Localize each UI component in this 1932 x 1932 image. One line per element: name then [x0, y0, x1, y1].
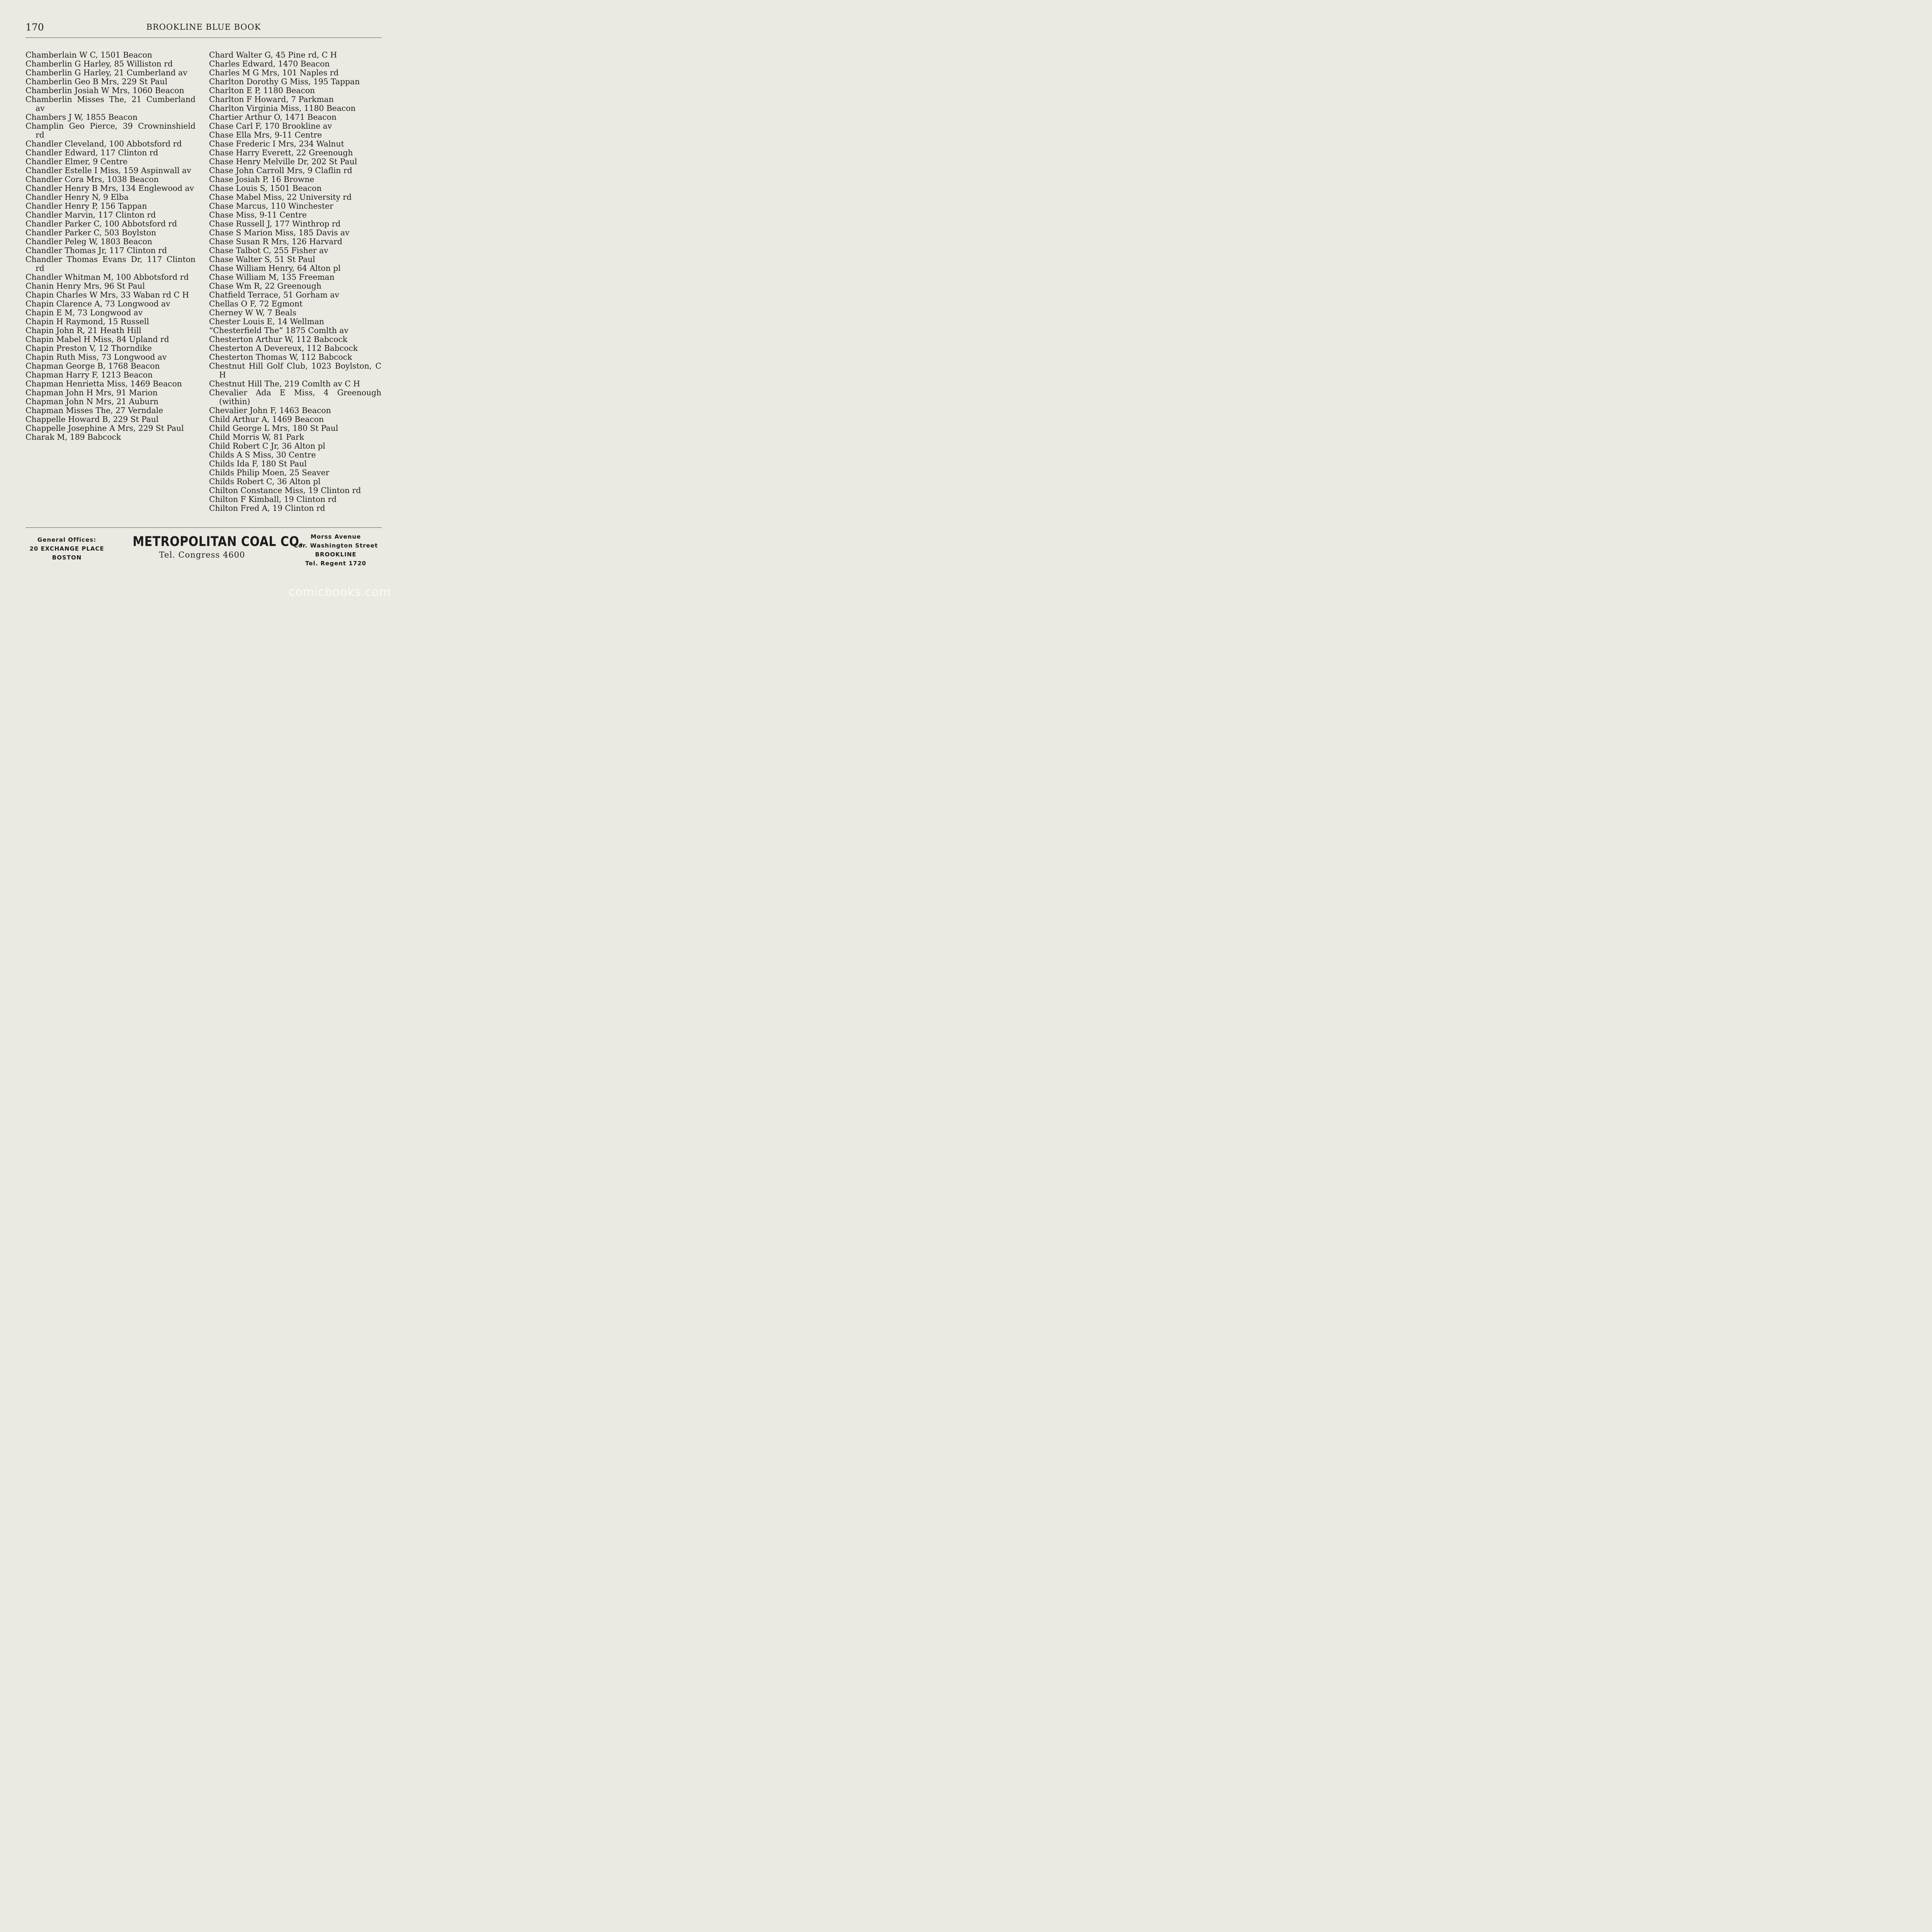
watermark: comicbooks.com	[288, 585, 391, 599]
directory-entry: Charlton E P, 1180 Beacon	[209, 86, 315, 95]
directory-column-left	[26, 51, 196, 442]
directory-entry: Chamberlin Misses The, 21 Cumberland av	[26, 95, 196, 113]
directory-entry: Chesterton A Devereux, 112 Babcock	[209, 344, 358, 353]
page-number: 170	[26, 22, 44, 33]
directory-entry: Chase John Carroll Mrs, 9 Claflin rd	[209, 166, 352, 175]
directory-entry: “Chesterfield The” 1875 Comlth av	[209, 326, 349, 335]
directory-entry: Chilton Fred A, 19 Clinton rd	[209, 503, 325, 513]
directory-entry: Chapman Henrietta Miss, 1469 Beacon	[26, 379, 182, 388]
directory-entry: Chevalier Ada E Miss, 4 Greenough (within)	[209, 388, 381, 406]
ad-left-line: General Offices:	[37, 536, 97, 543]
directory-entry: Cherney W W, 7 Beals	[209, 308, 296, 317]
directory-entry: Chambers J W, 1855 Beacon	[26, 112, 138, 122]
directory-entry: Chandler Cleveland, 100 Abbotsford rd	[26, 139, 182, 148]
directory-entry: Chamberlin Geo B Mrs, 229 St Paul	[26, 77, 168, 86]
directory-entry: Chandler Thomas Evans Dr, 117 Clinton rd	[26, 255, 196, 273]
directory-entry: Chase Josiah P, 16 Browne	[209, 175, 315, 184]
directory-entry: Chapman Harry F, 1213 Beacon	[26, 370, 153, 379]
directory-entry: Childs A S Miss, 30 Centre	[209, 450, 316, 459]
directory-entry: Chestnut Hill The, 219 Comlth av C H	[209, 379, 360, 388]
directory-entry: Chard Walter G, 45 Pine rd, C H	[209, 50, 337, 60]
directory-entry: Child Robert C Jr, 36 Alton pl	[209, 441, 325, 451]
directory-entry: Chesterton Arthur W, 112 Babcock	[209, 335, 348, 344]
ad-right-line: Cor. Washington Street	[293, 542, 378, 549]
directory-entry: Chase Carl F, 170 Brookline av	[209, 121, 332, 131]
directory-entry: Chase William M, 135 Freeman	[209, 272, 335, 282]
directory-entry: Charlton F Howard, 7 Parkman	[209, 95, 334, 104]
directory-entry: Chase Frederic I Mrs, 234 Walnut	[209, 139, 344, 148]
directory-entry: Chatfield Terrace, 51 Gorham av	[209, 290, 339, 299]
directory-entry: Chapin Charles W Mrs, 33 Waban rd C H	[26, 290, 189, 299]
directory-entry: Childs Ida F, 180 St Paul	[209, 459, 307, 468]
directory-entry: Chandler Thomas Jr, 117 Clinton rd	[26, 246, 167, 255]
directory-entry: Chapin Ruth Miss, 73 Longwood av	[26, 352, 167, 362]
directory-column-right	[209, 51, 381, 513]
directory-entry: Childs Philip Moen, 25 Seaver	[209, 468, 330, 477]
running-title: BROOKLINE BLUE BOOK	[146, 22, 261, 32]
page-header	[26, 22, 382, 33]
directory-entry: Chapman John N Mrs, 21 Auburn	[26, 397, 159, 406]
directory-entry: Chapin H Raymond, 15 Russell	[26, 317, 149, 326]
directory-entry: Chase Russell J, 177 Winthrop rd	[209, 219, 341, 228]
directory-entry: Chester Louis E, 14 Wellman	[209, 317, 324, 326]
directory-entry: Charak M, 189 Babcock	[26, 432, 121, 442]
directory-entry: Chapman Misses The, 27 Verndale	[26, 406, 163, 415]
directory-entry: Chandler Henry N, 9 Elba	[26, 192, 129, 202]
directory-entry: Chase Marcus, 110 Winchester	[209, 201, 333, 211]
directory-entry: Charles Edward, 1470 Beacon	[209, 59, 330, 68]
directory-entry: Chandler Henry B Mrs, 134 Englewood av	[26, 184, 194, 193]
directory-entry: Chandler Marvin, 117 Clinton rd	[26, 210, 156, 219]
directory-entry: Chapman John H Mrs, 91 Marion	[26, 388, 158, 397]
directory-entry: Chase Talbot C, 255 Fisher av	[209, 246, 328, 255]
ad-company-block	[121, 534, 304, 560]
directory-entry: Chamberlin G Harley, 21 Cumberland av	[26, 68, 187, 77]
ad-company-telephone: Tel. Congress 4600	[159, 550, 245, 560]
directory-entry: Chestnut Hill Golf Club, 1023 Boylston, C H	[209, 361, 381, 379]
directory-entry: Chappelle Josephine A Mrs, 229 St Paul	[26, 423, 184, 433]
directory-entry: Child Arthur A, 1469 Beacon	[209, 415, 324, 424]
ad-right-line: Morss Avenue	[310, 533, 361, 540]
directory-entry: Charlton Virginia Miss, 1180 Beacon	[209, 104, 356, 113]
directory-entry: Chase S Marion Miss, 185 Davis av	[209, 228, 350, 237]
directory-entry: Chase Mabel Miss, 22 University rd	[209, 192, 352, 202]
directory-entry: Chappelle Howard B, 229 St Paul	[26, 415, 159, 424]
advertisement	[22, 532, 381, 569]
directory-entry: Chandler Edward, 117 Clinton rd	[26, 148, 158, 157]
directory-entry: Child Morris W, 81 Park	[209, 432, 304, 442]
ad-right-line: Tel. Regent 1720	[305, 560, 366, 567]
directory-entry: Chesterton Thomas W, 112 Babcock	[209, 352, 352, 362]
directory-entry: Chapin John R, 21 Heath Hill	[26, 326, 141, 335]
directory-entry: Chandler Whitman M, 100 Abbotsford rd	[26, 272, 189, 282]
directory-entry: Chandler Estelle I Miss, 159 Aspinwall av	[26, 166, 191, 175]
directory-entry: Chilton Constance Miss, 19 Clinton rd	[209, 486, 361, 495]
directory-entry: Chandler Parker C, 503 Boylston	[26, 228, 156, 237]
directory-entry: Chase Wm R, 22 Greenough	[209, 281, 321, 291]
directory-entry: Chilton F Kimball, 19 Clinton rd	[209, 495, 337, 504]
directory-entry: Charlton Dorothy G Miss, 195 Tappan	[209, 77, 360, 86]
directory-entry: Chandler Peleg W, 1803 Beacon	[26, 237, 152, 246]
directory-entry: Chase Susan R Mrs, 126 Harvard	[209, 237, 342, 246]
directory-entry: Chartier Arthur O, 1471 Beacon	[209, 112, 337, 122]
directory-entry: Charles M G Mrs, 101 Naples rd	[209, 68, 339, 77]
ad-right-line: BROOKLINE	[315, 551, 357, 558]
directory-entry: Chapin Preston V, 12 Thorndike	[26, 344, 152, 353]
directory-entry: Chanin Henry Mrs, 96 St Paul	[26, 281, 145, 291]
directory-entry: Chamberlin G Harley, 85 Williston rd	[26, 59, 173, 68]
directory-entry: Childs Robert C, 36 Alton pl	[209, 477, 321, 486]
directory-entry: Chevalier John F, 1463 Beacon	[209, 406, 331, 415]
ad-left-line: 20 EXCHANGE PLACE	[29, 545, 104, 552]
ad-branch-office	[288, 532, 383, 568]
directory-entry: Chapman George B, 1768 Beacon	[26, 361, 160, 371]
header-rule	[26, 37, 382, 38]
directory-entry: Chamberlain W C, 1501 Beacon	[26, 50, 152, 60]
directory-entry: Chapin Clarence A, 73 Longwood av	[26, 299, 170, 308]
directory-entry: Champlin Geo Pierce, 39 Crowninshield rd	[26, 121, 196, 139]
ad-left-line: BOSTON	[52, 554, 82, 561]
directory-entry: Chandler Cora Mrs, 1038 Beacon	[26, 175, 159, 184]
directory-entry: Chellas O F, 72 Egmont	[209, 299, 303, 308]
directory-entry: Chase Ella Mrs, 9-11 Centre	[209, 130, 322, 139]
directory-entry: Chase Henry Melville Dr, 202 St Paul	[209, 157, 357, 166]
directory-entry: Chase William Henry, 64 Alton pl	[209, 264, 341, 273]
directory-entry: Chapin Mabel H Miss, 84 Upland rd	[26, 335, 169, 344]
ad-company-name: METROPOLITAN COAL CO.	[133, 534, 304, 549]
ad-general-offices	[22, 536, 112, 562]
footer-rule	[26, 527, 382, 528]
directory-entry: Chandler Henry P, 156 Tappan	[26, 201, 147, 211]
directory-entry: Chandler Elmer, 9 Centre	[26, 157, 128, 166]
directory-entry: Chapin E M, 73 Longwood av	[26, 308, 143, 317]
directory-entry: Chandler Parker C, 100 Abbotsford rd	[26, 219, 177, 228]
directory-entry: Child George L Mrs, 180 St Paul	[209, 423, 338, 433]
directory-entry: Chamberlin Josiah W Mrs, 1060 Beacon	[26, 86, 184, 95]
directory-entry: Chase Louis S, 1501 Beacon	[209, 184, 322, 193]
directory-entry: Chase Walter S, 51 St Paul	[209, 255, 315, 264]
directory-entry: Chase Harry Everett, 22 Greenough	[209, 148, 353, 157]
directory-entry: Chase Miss, 9-11 Centre	[209, 210, 307, 219]
